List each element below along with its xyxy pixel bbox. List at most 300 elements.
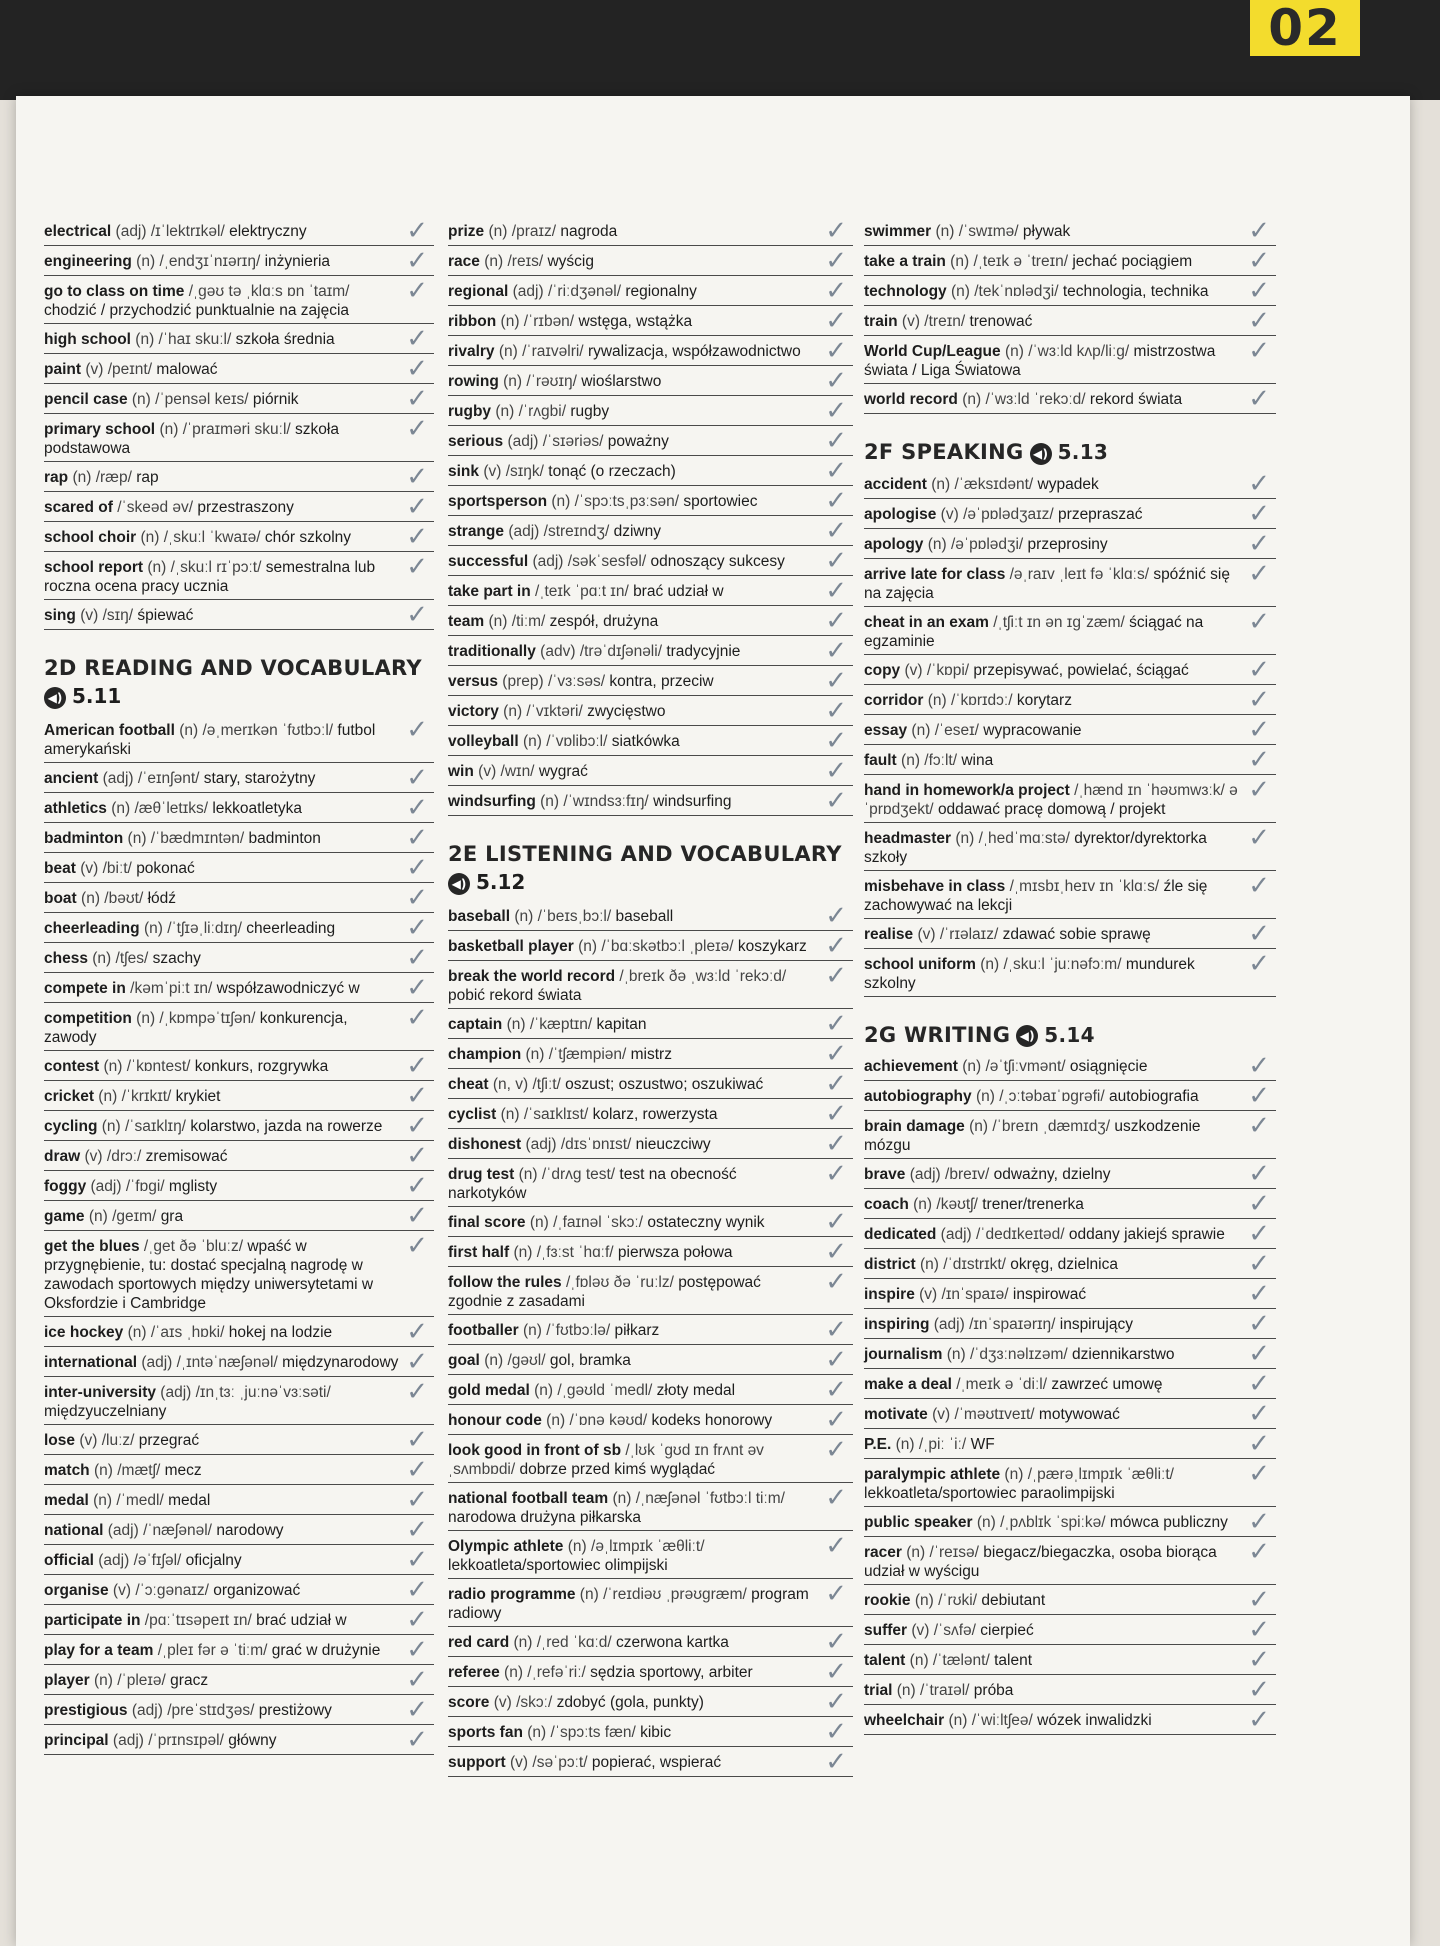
entry-pronunciation: /ˌskuːl ˈkwaɪə/ [163, 529, 261, 546]
vocab-entry [44, 1665, 434, 1695]
check-mark-icon: ✓ [825, 1404, 847, 1435]
entry-part-of-speech: (prep) [502, 673, 544, 690]
section-title-text: 2E LISTENING AND VOCABULARY [448, 842, 842, 866]
entry-translation: mówca publiczny [1109, 1514, 1228, 1531]
entry-translation: semestralna lub roczna ocena pracy ucznia [44, 559, 376, 595]
entry-pronunciation: /ˌɡet ðə ˈbluːz/ [143, 1237, 243, 1255]
check-mark-icon: ✓ [825, 1746, 847, 1777]
entry-pronunciation: /ˈsɪəriəs/ [542, 433, 604, 450]
entry-translation: windsurfing [653, 793, 732, 810]
check-mark-icon: ✓ [825, 696, 847, 726]
vocab-entry [864, 607, 1276, 655]
section-title-text: 2G WRITING [864, 1022, 1011, 1047]
entry-pronunciation: /ˈbɑːskətbɔːl ˌpleɪə/ [601, 937, 734, 955]
entry-translation: narodowa drużyna piłkarska [448, 1508, 641, 1526]
entry-pronunciation: /treɪn/ [924, 313, 966, 330]
vocab-entry [44, 793, 434, 823]
entry-translation: łódź [147, 889, 177, 907]
check-mark-icon: ✓ [406, 1514, 428, 1545]
entry-pronunciation: /ˈsaɪklɪst/ [523, 1105, 589, 1123]
entry-part-of-speech: (n) [969, 1118, 989, 1135]
entry-word: dishonest [448, 1135, 522, 1153]
entry-part-of-speech: (adj) [940, 1226, 972, 1243]
check-mark-icon: ✓ [825, 306, 847, 336]
wordlist-page [16, 96, 1410, 1946]
vocab-entry [44, 1725, 434, 1755]
entry-translation: wózek inwalidzki [1037, 1712, 1152, 1729]
entry-word: inspire [864, 1286, 915, 1303]
entry-part-of-speech: (v) [80, 607, 99, 624]
entry-word: drug test [448, 1165, 515, 1183]
entry-word: Olympic athlete [448, 1537, 564, 1555]
check-mark-icon: ✓ [406, 882, 428, 913]
entry-word: take part in [448, 583, 531, 600]
check-mark-icon: ✓ [1248, 1111, 1270, 1141]
entry-pronunciation: /ˈwɜːld kʌp/liːɡ/ [1028, 343, 1130, 360]
entry-part-of-speech: (adj) [933, 1316, 965, 1333]
entry-word: look good in front of sb [448, 1441, 622, 1459]
entry-translation: brać udział w [633, 583, 724, 600]
vocab-entry [448, 756, 853, 786]
vocab-entry [44, 1455, 434, 1485]
entry-part-of-speech: (n) [950, 283, 970, 300]
entry-pronunciation: /ˈpleɪə/ [117, 1671, 166, 1689]
entry-translation: nieuczciwy [635, 1135, 711, 1153]
entry-pronunciation: /ˌɡəʊld ˈmedl/ [557, 1381, 653, 1399]
entry-pronunciation: /səˈpɔːt/ [532, 1753, 588, 1771]
vocab-entry [864, 1081, 1276, 1111]
entry-part-of-speech: (adj) [532, 553, 564, 570]
entry-translation: inspirować [1012, 1286, 1087, 1303]
entry-word: public speaker [864, 1514, 973, 1531]
vocab-entry [864, 1585, 1276, 1615]
entry-part-of-speech: (n) [955, 829, 975, 847]
check-mark-icon: ✓ [825, 1434, 847, 1465]
entry-translation: rugby [570, 403, 610, 420]
check-mark-icon: ✓ [1248, 276, 1270, 306]
entry-pronunciation: /breɪv/ [945, 1166, 990, 1183]
vocab-entry [448, 1099, 853, 1129]
vocab-entry [44, 414, 434, 462]
entry-pronunciation: /sɪŋk/ [505, 463, 544, 480]
entry-translation: test na obecność narkotyków [448, 1165, 737, 1202]
entry-part-of-speech: (adj) [112, 1731, 144, 1749]
entry-word: fault [864, 751, 897, 769]
check-mark-icon: ✓ [825, 1578, 847, 1609]
check-mark-icon: ✓ [406, 216, 428, 246]
entry-part-of-speech: (n) [906, 1544, 926, 1561]
entry-pronunciation: /ˈhaɪ skuːl/ [158, 331, 232, 348]
entry-part-of-speech: (n) [896, 1682, 916, 1699]
entry-word: brain damage [864, 1118, 965, 1135]
check-mark-icon: ✓ [406, 1724, 428, 1755]
entry-part-of-speech: (n) [136, 253, 156, 270]
check-mark-icon: ✓ [406, 600, 428, 630]
entry-translation: futbol amerykański [44, 721, 376, 758]
vocab-entry [864, 1369, 1276, 1399]
check-mark-icon: ✓ [825, 1530, 847, 1561]
vocab-entry [44, 1141, 434, 1171]
entry-translation: sportowiec [683, 493, 758, 510]
entry-word: serious [448, 433, 504, 450]
entry-word: official [44, 1551, 94, 1569]
check-mark-icon: ✓ [406, 1544, 428, 1575]
entry-word: World Cup/League [864, 343, 1001, 360]
vocab-entry [864, 1705, 1276, 1735]
entry-translation: debiutant [981, 1592, 1046, 1609]
vocab-entry [448, 786, 853, 816]
check-mark-icon: ✓ [1248, 714, 1270, 745]
entry-part-of-speech: (n) [498, 343, 518, 360]
vocab-entry [864, 715, 1276, 745]
entry-part-of-speech: (adj) [508, 523, 540, 540]
entry-word: corridor [864, 691, 924, 709]
vocab-entry [448, 1747, 853, 1777]
entry-pronunciation: /ˈwiːltʃeə/ [971, 1712, 1033, 1729]
vocab-entry [448, 901, 853, 931]
check-mark-icon: ✓ [1248, 822, 1270, 853]
entry-word: autobiography [864, 1088, 972, 1105]
vocab-entry [448, 306, 853, 336]
entry-translation: gracz [170, 1671, 209, 1689]
entry-word: competition [44, 1009, 132, 1027]
entry-word: apology [864, 535, 924, 553]
entry-part-of-speech: (n) [484, 253, 504, 270]
entry-translation: WF [970, 1436, 995, 1453]
audio-track [44, 684, 434, 709]
entry-pronunciation: /reɪs/ [507, 253, 544, 270]
vocab-entry [864, 685, 1276, 715]
check-mark-icon: ✓ [406, 492, 428, 522]
entry-word: participate in [44, 1611, 141, 1629]
entry-word: honour code [448, 1411, 542, 1429]
entry-pronunciation: /ˈspɔːtsˌpɜːsən/ [574, 493, 680, 510]
check-mark-icon: ✓ [406, 1634, 428, 1665]
entry-translation: szachy [152, 949, 201, 967]
entry-part-of-speech: (n) [93, 1461, 113, 1479]
vocab-entry [44, 1051, 434, 1081]
entry-part-of-speech: (n) [546, 1411, 566, 1429]
entry-translation: okręg, dzielnica [1010, 1256, 1118, 1273]
vocab-entry [44, 600, 434, 630]
entry-pronunciation: /ˈtraɪəl/ [920, 1682, 970, 1699]
entry-word: paint [44, 361, 82, 378]
entry-part-of-speech: (n) [612, 1489, 632, 1507]
vocab-entry [864, 1051, 1276, 1081]
entry-translation: dziennikarstwo [1072, 1346, 1175, 1363]
entry-pronunciation: /ˌteɪk ˈpɑːt ɪn/ [535, 583, 629, 600]
entry-word: international [44, 1353, 138, 1371]
entry-word: technology [864, 283, 947, 300]
entry-translation: osiągnięcie [1069, 1058, 1148, 1075]
entry-word: follow the rules [448, 1273, 562, 1291]
entry-pronunciation: /ˌpleɪ fər ə ˈtiːm/ [157, 1641, 268, 1659]
entry-part-of-speech: (adj) [909, 1166, 941, 1183]
check-mark-icon: ✓ [1248, 774, 1270, 805]
entry-pronunciation: /ˈfʊtbɔːlə/ [546, 1321, 611, 1339]
vocab-entry [448, 1069, 853, 1099]
entry-part-of-speech: (n) [950, 253, 970, 270]
entry-pronunciation: /ˈdʒɜːnəlɪzəm/ [969, 1346, 1068, 1363]
vocab-entry [864, 1249, 1276, 1279]
entry-part-of-speech: (v) [85, 361, 104, 378]
entry-part-of-speech: (adj) [98, 1551, 130, 1569]
entry-pronunciation: /ˌrefəˈriː/ [527, 1663, 586, 1681]
entry-translation: technologia, technika [1062, 283, 1209, 300]
entry-word: beat [44, 859, 76, 877]
entry-part-of-speech: (n) [551, 493, 571, 510]
check-mark-icon: ✓ [1248, 558, 1270, 589]
vocab-entry [44, 1515, 434, 1545]
entry-translation: szkoła podstawowa [44, 421, 339, 457]
vocab-entry [448, 726, 853, 756]
entry-part-of-speech: (n) [93, 1491, 113, 1509]
entry-pronunciation: /ˌfɜːst ˈhɑːf/ [536, 1243, 614, 1261]
check-mark-icon: ✓ [406, 792, 428, 823]
entry-translation: siatkówka [611, 733, 680, 750]
entry-part-of-speech: (v) [940, 505, 959, 523]
check-mark-icon: ✓ [825, 1656, 847, 1687]
check-mark-icon: ✓ [406, 522, 428, 552]
vocab-entry [448, 1345, 853, 1375]
entry-pronunciation: /ˈkɒpi/ [926, 661, 970, 679]
vocab-entry [44, 492, 434, 522]
entry-translation: złoty medal [656, 1381, 736, 1399]
entry-pronunciation: /ˈdedɪkeɪtəd/ [976, 1226, 1065, 1243]
entry-translation: poważny [607, 433, 669, 450]
entry-part-of-speech: (n) [927, 691, 947, 709]
vocab-entry [448, 1687, 853, 1717]
entry-pronunciation: /ˌtʃiːt ɪn ən ɪɡˈzæm/ [993, 613, 1125, 631]
entry-word: radio programme [448, 1585, 576, 1603]
entry-pronunciation: /ˈraɪvəlri/ [522, 343, 584, 360]
entry-translation: tonąć (o rzeczach) [548, 463, 676, 480]
check-mark-icon: ✓ [406, 1110, 428, 1141]
entry-part-of-speech: (n) [179, 721, 199, 739]
entry-pronunciation: /tʃes/ [115, 949, 149, 967]
entry-pronunciation: /ˈpensəl keɪs/ [155, 391, 249, 408]
entry-pronunciation: /ˌhedˈmɑːstə/ [978, 829, 1070, 847]
vocab-entry [44, 715, 434, 763]
entry-part-of-speech: (n) [962, 391, 982, 408]
entry-part-of-speech: (v) [80, 859, 99, 877]
entry-part-of-speech: (n) [914, 1592, 934, 1609]
check-mark-icon: ✓ [406, 1694, 428, 1725]
check-mark-icon: ✓ [406, 1604, 428, 1635]
entry-translation: hokej na lodzie [228, 1323, 333, 1341]
vocab-entry [448, 276, 853, 306]
vocab-entry [44, 462, 434, 492]
vocab-entry [864, 1675, 1276, 1705]
entry-translation: próba [973, 1682, 1014, 1699]
entry-word: cycling [44, 1117, 98, 1135]
audio-track [448, 870, 853, 895]
check-mark-icon: ✓ [406, 1454, 428, 1485]
entry-pronunciation: /ˈfɒɡi/ [125, 1177, 165, 1195]
entry-word: get the blues [44, 1237, 140, 1255]
entry-translation: stary, starożytny [203, 769, 316, 787]
entry-pronunciation: /ˈkrɪkɪt/ [121, 1087, 172, 1105]
entry-part-of-speech: (n) [946, 1346, 966, 1363]
entry-translation: oddawać pracę domową / projekt [937, 800, 1166, 818]
vocab-entry [44, 384, 434, 414]
entry-part-of-speech: (n) [143, 919, 163, 937]
check-mark-icon: ✓ [1248, 1051, 1270, 1081]
check-mark-icon: ✓ [1248, 1339, 1270, 1369]
check-mark-icon: ✓ [825, 1008, 847, 1039]
entry-part-of-speech: (n) [975, 1088, 995, 1105]
entry-pronunciation: /ˌpʌblɪk ˈspiːkə/ [1000, 1514, 1106, 1531]
entry-part-of-speech: (n) [913, 1196, 933, 1213]
check-mark-icon: ✓ [1248, 948, 1270, 979]
entry-word: sportsperson [448, 493, 548, 510]
vocab-entry [44, 216, 434, 246]
vocab-entry [44, 1545, 434, 1575]
entry-word: engineering [44, 253, 132, 270]
entry-word: P.E. [864, 1436, 892, 1453]
check-mark-icon: ✓ [1248, 1081, 1270, 1111]
entry-pronunciation: /tʃiːt/ [532, 1075, 561, 1093]
entry-pronunciation: /ˌmeɪk ə ˈdiːl/ [956, 1376, 1048, 1393]
entry-part-of-speech: (n) [140, 529, 160, 546]
entry-pronunciation: /kəʊtʃ/ [936, 1196, 978, 1213]
entry-part-of-speech: (n) [911, 721, 931, 739]
check-mark-icon: ✓ [406, 324, 428, 354]
audio-track-number: 5.13 [1057, 440, 1109, 464]
entry-translation: mundurek szkolny [864, 955, 1195, 992]
entry-pronunciation: /ˈriːdʒənəl/ [547, 283, 621, 300]
entry-pronunciation: /pɑːˈtɪsəpeɪt ɪn/ [144, 1611, 252, 1629]
entry-translation: przestraszony [197, 499, 294, 516]
entry-translation: program radiowy [448, 1585, 809, 1622]
check-mark-icon: ✓ [1248, 1675, 1270, 1705]
entry-pronunciation: /ˈwɪndsɜːfɪŋ/ [563, 793, 649, 810]
check-mark-icon: ✓ [1248, 1615, 1270, 1645]
entry-pronunciation: /wɪn/ [500, 763, 535, 780]
entry-part-of-speech: (v) [493, 1693, 512, 1711]
vocab-entry [448, 961, 853, 1009]
entry-word: compete in [44, 979, 126, 997]
vocab-entry [44, 246, 434, 276]
check-mark-icon: ✓ [406, 1230, 428, 1261]
entry-word: baseball [448, 907, 511, 925]
entry-translation: wypadek [1037, 475, 1099, 493]
entry-translation: regionalny [625, 283, 697, 300]
vocab-entry [448, 636, 853, 666]
entry-pronunciation: /tekˈnɒlədʒi/ [974, 283, 1059, 300]
entry-part-of-speech: (n) [503, 373, 523, 390]
vocab-entry [864, 1429, 1276, 1459]
entry-translation: wpaść w przygnębienie, tu: dostać specjalną nagrodę w zawodach sportowych między uniwersytetami w Oksfordzie i Cambridge [44, 1237, 374, 1312]
entry-word: play for a team [44, 1641, 154, 1659]
vocab-entry [864, 1189, 1276, 1219]
entry-part-of-speech: (n) [81, 889, 100, 907]
vocab-entry [448, 366, 853, 396]
entry-pronunciation: /mætʃ/ [117, 1461, 161, 1479]
speaker-icon: ◀) [1016, 1025, 1038, 1047]
entry-word: misbehave in class [864, 877, 1006, 895]
entry-word: school report [44, 559, 144, 576]
entry-part-of-speech: (v) [911, 1622, 930, 1639]
vocab-entry [44, 1231, 434, 1317]
check-mark-icon: ✓ [825, 216, 847, 246]
vocab-entry [864, 1111, 1276, 1159]
entry-translation: międzyuczelniany [44, 1402, 167, 1420]
check-mark-icon: ✓ [825, 1128, 847, 1159]
entry-part-of-speech: (v) [84, 1147, 103, 1165]
entry-pronunciation: /əˈpɒlədʒi/ [951, 535, 1024, 553]
entry-pronunciation: /ræp/ [95, 469, 132, 486]
entry-part-of-speech: (n) [962, 1058, 982, 1075]
entry-translation: ostateczny wynik [647, 1213, 765, 1231]
vocab-entry [44, 1171, 434, 1201]
vocab-entry [864, 1219, 1276, 1249]
entry-translation: sędzia sportowy, arbiter [590, 1663, 753, 1681]
vocab-entry [44, 1111, 434, 1141]
entry-word: wheelchair [864, 1712, 945, 1729]
check-mark-icon: ✓ [1248, 918, 1270, 949]
check-mark-icon: ✓ [1248, 654, 1270, 685]
entry-word: race [448, 253, 480, 270]
entry-word: train [864, 313, 898, 330]
entry-part-of-speech: (n, v) [492, 1075, 529, 1093]
entry-part-of-speech: (n) [927, 535, 947, 553]
check-mark-icon: ✓ [1248, 1279, 1270, 1309]
audio-track-number: 5.11 [72, 684, 122, 708]
check-mark-icon: ✓ [825, 576, 847, 606]
entry-translation: kolarstwo, jazda na rowerze [190, 1117, 383, 1135]
entry-translation: koszykarz [737, 937, 807, 955]
check-mark-icon: ✓ [1248, 744, 1270, 775]
vocab-entry [448, 696, 853, 726]
entry-word: regional [448, 283, 509, 300]
entry-word: world record [864, 391, 958, 408]
check-mark-icon: ✓ [825, 726, 847, 756]
check-mark-icon: ✓ [406, 852, 428, 883]
entry-word: prize [448, 223, 485, 240]
entry-word: hand in homework/a project [864, 781, 1070, 799]
entry-part-of-speech: (n) [98, 1087, 118, 1105]
vocab-entry [44, 1003, 434, 1051]
check-mark-icon: ✓ [406, 1346, 428, 1377]
entry-translation: mistrzostwa świata / Liga Światowa [864, 343, 1216, 379]
entry-translation: biegacz/biegaczka, osoba biorąca udział w wyścigu [864, 1544, 1217, 1580]
entry-word: versus [448, 673, 498, 690]
entry-word: coach [864, 1196, 909, 1213]
entry-pronunciation: /ˌlʊk ˈɡʊd ɪn frʌnt əv ˌsʌmbɒdi/ [448, 1441, 764, 1478]
vocab-entry [864, 919, 1276, 949]
entry-translation: zdobyć (gola, punkty) [556, 1693, 704, 1711]
entry-part-of-speech: (n) [540, 793, 560, 810]
check-mark-icon: ✓ [825, 366, 847, 396]
entry-part-of-speech: (v) [478, 763, 497, 780]
vocab-entry [448, 456, 853, 486]
entry-part-of-speech: (n) [578, 937, 598, 955]
entry-pronunciation: /ˈsʌfə/ [933, 1622, 976, 1639]
vocab-entry [864, 529, 1276, 559]
entry-word: accident [864, 475, 927, 493]
entry-part-of-speech: (v) [917, 925, 936, 943]
vocab-entry [448, 1237, 853, 1267]
entry-word: copy [864, 661, 901, 679]
entry-part-of-speech: (n) [136, 1009, 156, 1027]
entry-translation: trener/trenerka [982, 1196, 1084, 1213]
check-mark-icon: ✓ [825, 546, 847, 576]
check-mark-icon: ✓ [406, 1574, 428, 1605]
entry-word: district [864, 1256, 916, 1273]
entry-pronunciation: /streɪndʒ/ [543, 523, 610, 540]
entry-part-of-speech: (n) [135, 331, 155, 348]
